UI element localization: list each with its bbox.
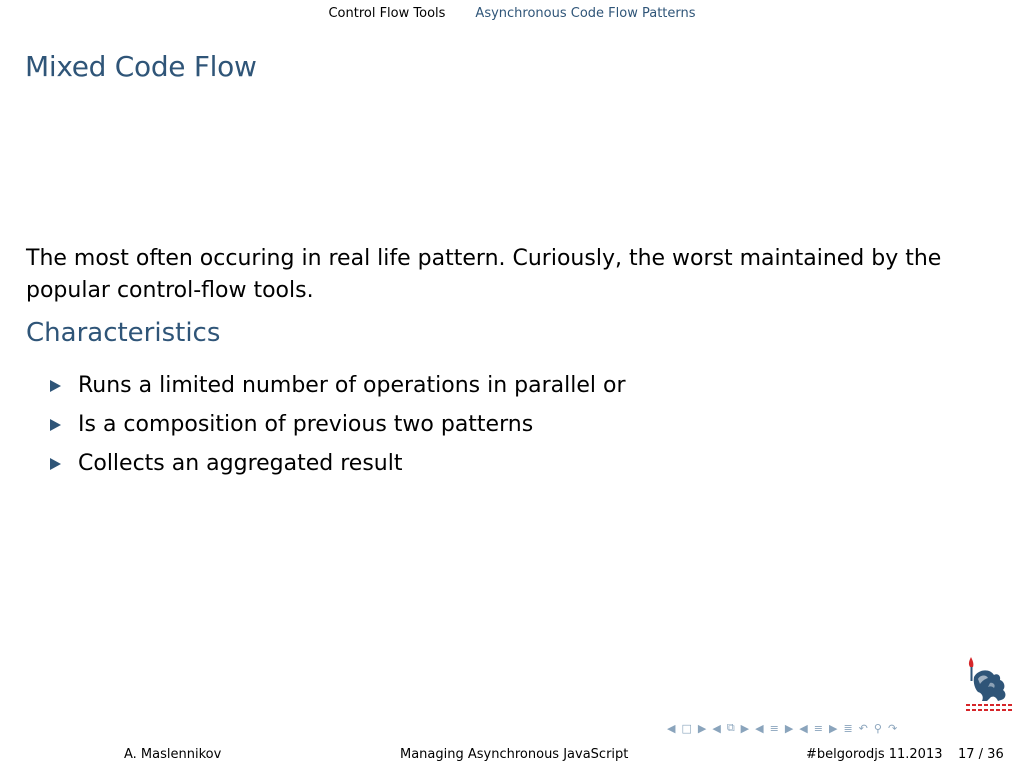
list-item-text: Runs a limited number of operations in parallel or [78, 373, 626, 398]
back-icon[interactable]: ↶ [858, 721, 868, 735]
forward-icon[interactable]: ↷ [887, 721, 898, 735]
torch-flame-icon [969, 657, 973, 667]
block-title: Characteristics [26, 318, 221, 348]
prev-frame-icon[interactable]: ◀ [712, 721, 721, 735]
nav-section-async-patterns[interactable]: Asynchronous Code Flow Patterns [475, 6, 696, 21]
torch-handle [971, 667, 973, 681]
footer [0, 747, 1024, 765]
triangle-bullet-icon [50, 380, 61, 392]
header-navigation [0, 6, 1024, 26]
triangle-bullet-icon [50, 419, 61, 431]
frame-title: Mixed Code Flow [25, 50, 257, 83]
footer-page-number: 17 / 36 [958, 747, 1004, 762]
prev-subsection-icon[interactable]: ◀ [755, 721, 764, 735]
slide-icon[interactable]: □ [681, 721, 692, 735]
next-section-icon[interactable]: ▶ [828, 721, 838, 735]
next-frame-icon[interactable]: ▶ [740, 721, 750, 735]
next-subsection-icon[interactable]: ▶ [784, 721, 794, 735]
prev-section-icon[interactable]: ◀ [799, 721, 808, 735]
triangle-bullet-icon [50, 458, 61, 470]
intro-paragraph: The most often occuring in real life pattern. Curiously, the worst maintained by the popular control-flow tools. [26, 246, 942, 303]
section-icon[interactable]: ≡ [813, 721, 823, 735]
lion-logo-icon [960, 655, 1016, 713]
list-item [50, 366, 626, 405]
list-item-text: Is a composition of previous two patterns [78, 412, 534, 437]
toc-icon[interactable]: ≣ [843, 721, 853, 735]
list-item [50, 444, 626, 483]
next-slide-icon[interactable]: ▶ [697, 721, 707, 735]
footer-talk-title: Managing Asynchronous JavaScript [400, 747, 629, 762]
footer-author: A. Maslennikov [124, 747, 222, 762]
logo-stripes [966, 705, 1014, 710]
frame-icon[interactable]: ⧉ [726, 721, 735, 734]
beamer-navigation-controls [664, 719, 900, 737]
nav-section-control-flow-tools[interactable]: Control Flow Tools [328, 6, 446, 21]
footer-event: #belgorodjs 11.2013 [806, 747, 943, 762]
prev-slide-icon[interactable]: ◀ [667, 721, 676, 735]
subsection-icon[interactable]: ≡ [769, 721, 779, 735]
list-item-text: Collects an aggregated result [78, 451, 403, 476]
list-item [50, 405, 626, 444]
characteristics-list [50, 366, 626, 483]
search-icon[interactable]: ⚲ [873, 721, 882, 735]
